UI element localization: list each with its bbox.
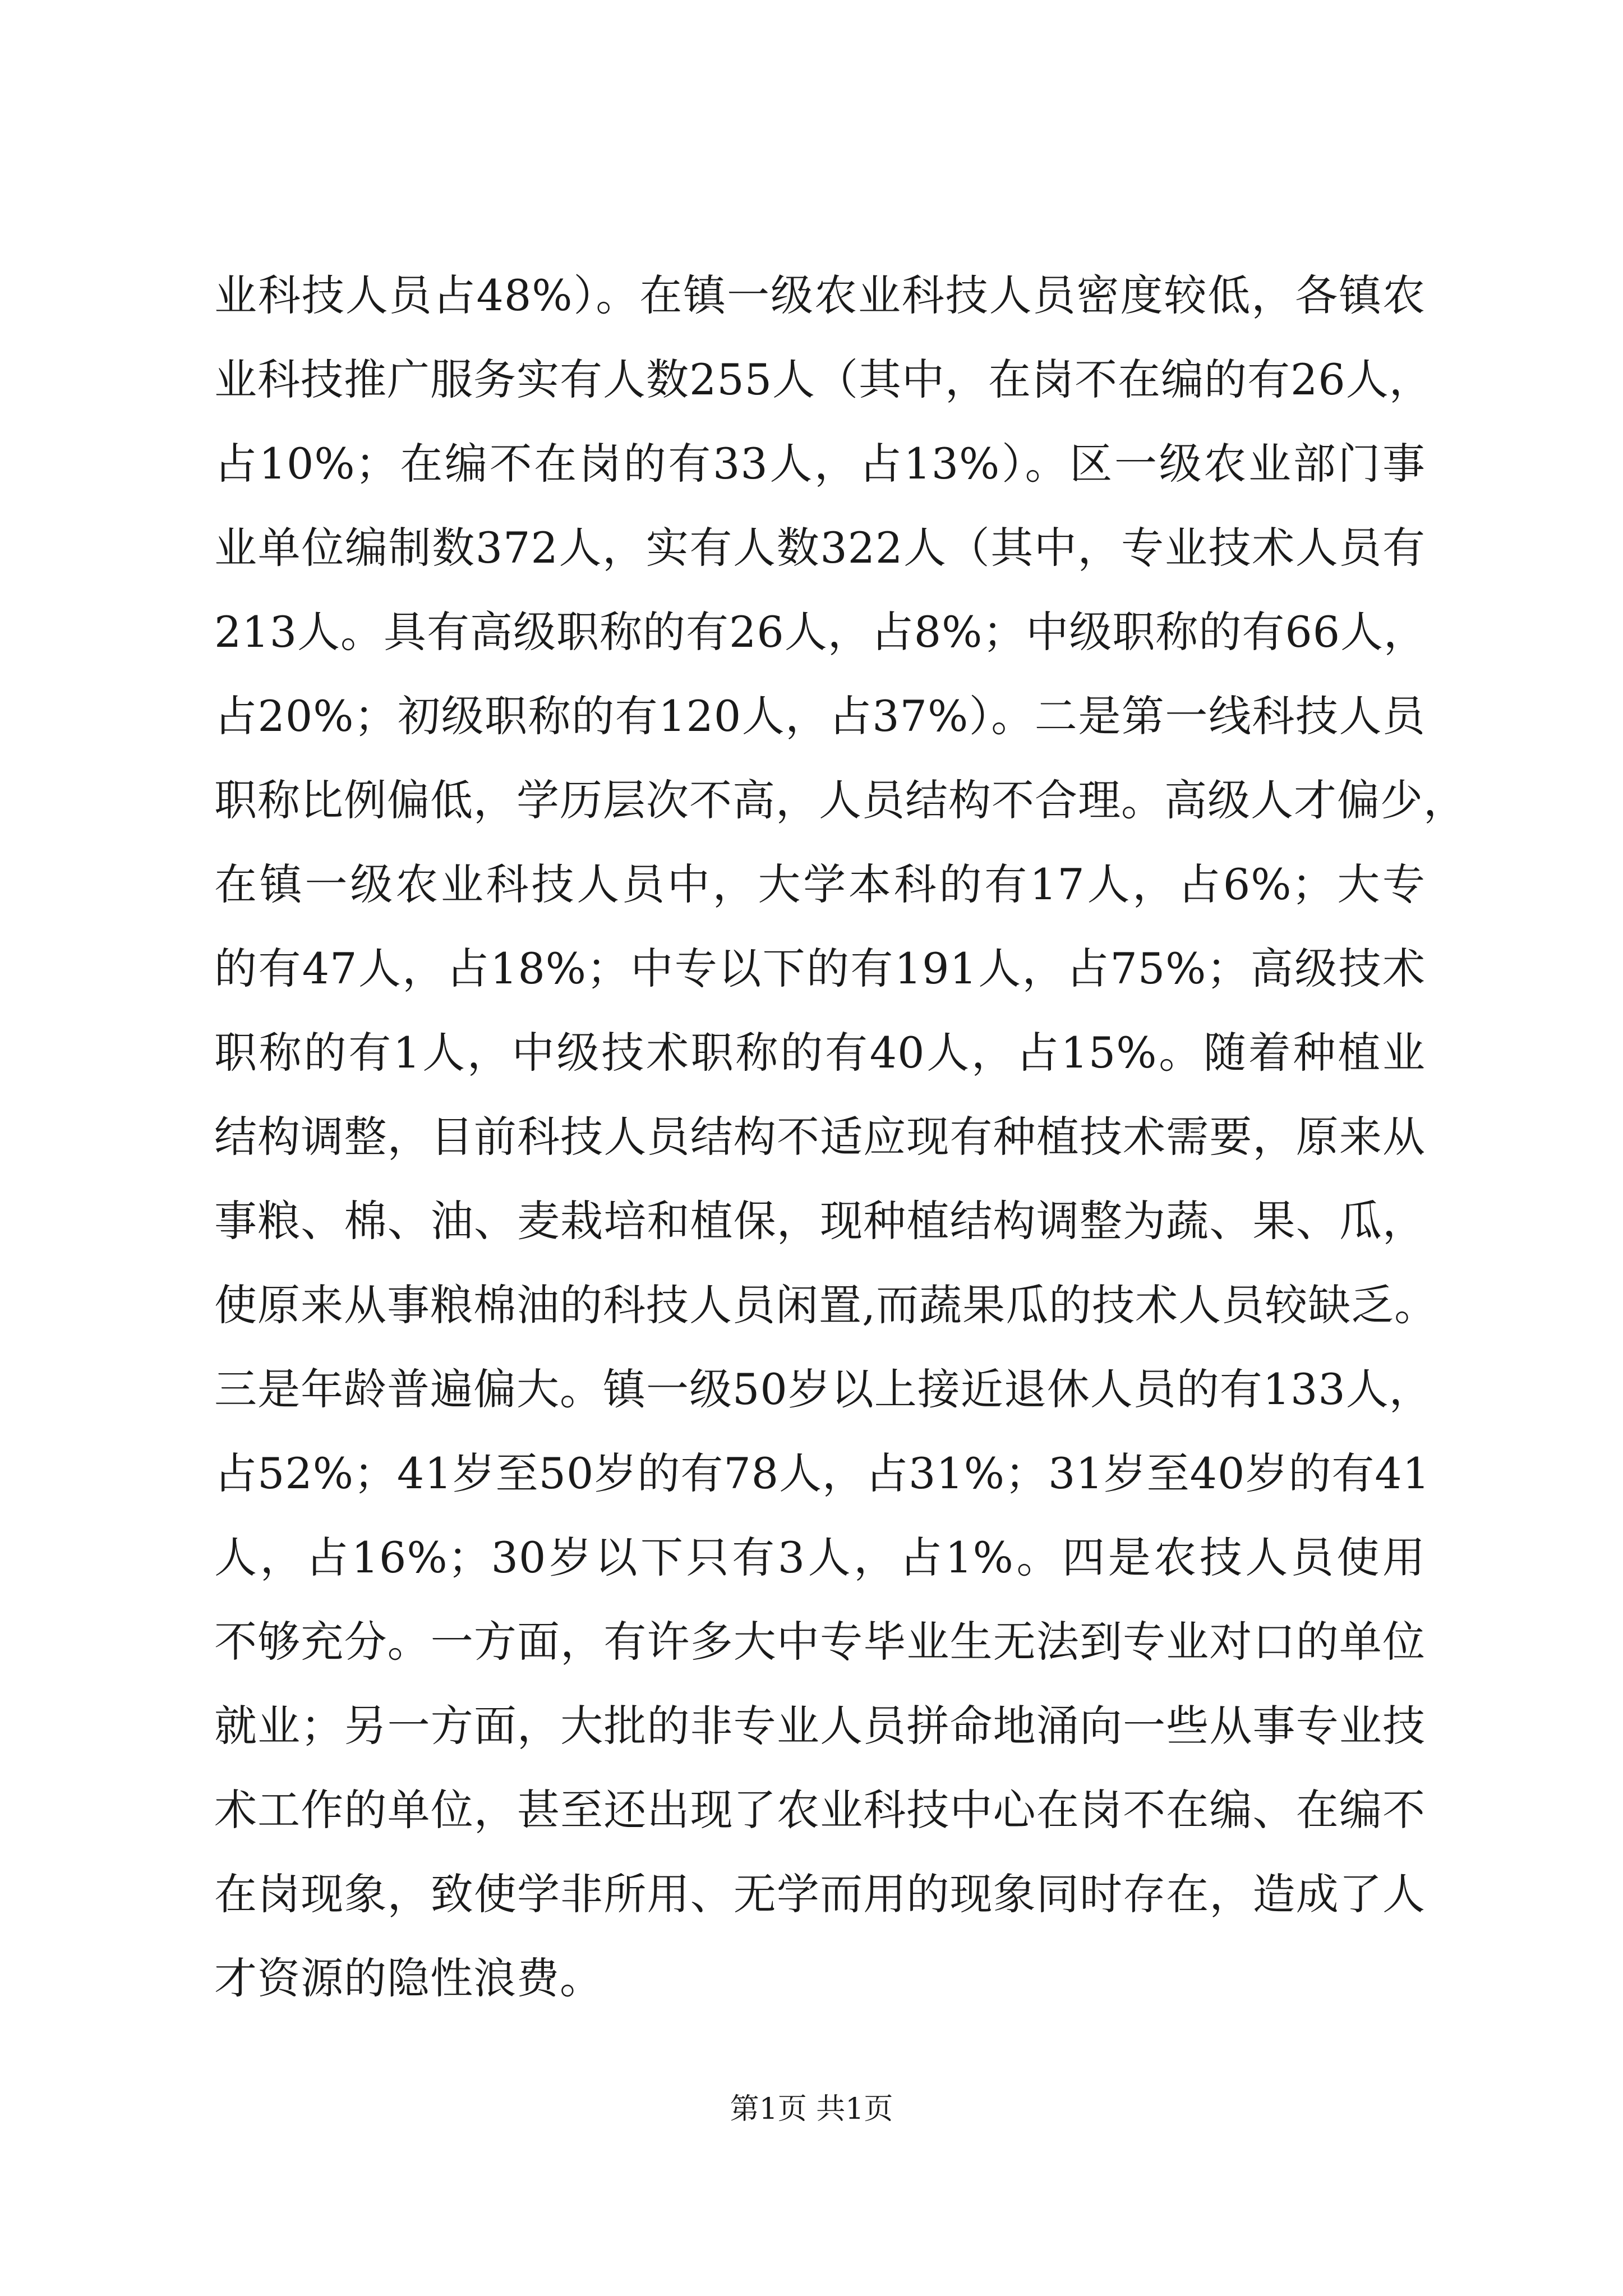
page-footer: 第1页 共1页 xyxy=(730,2092,893,2126)
text-line: 使原来从事粮棉油的科技人员闲置,而蔬果瓜的技术人员较缺乏。 xyxy=(214,1280,1438,1330)
text-line: 不够充分。一方面，有许多大中专毕业生无法到专业对口的单位 xyxy=(214,1617,1426,1667)
text-line: 职称的有1人，中级技术职称的有40人，占15%。随着种植业 xyxy=(214,1028,1426,1078)
text-line: 人，占16%；30岁以下只有3人，占1%。四是农技人员使用 xyxy=(214,1533,1426,1582)
text-line: 在岗现象，致使学非所用、无学而用的现象同时存在，造成了人 xyxy=(214,1869,1426,1919)
body-paragraph xyxy=(214,254,1467,2021)
text-line: 结构调整，目前科技人员结构不适应现有种植技术需要，原来从 xyxy=(214,1112,1426,1162)
text-line: 占10%；在编不在岗的有33人，占13%）。区一级农业部门事 xyxy=(214,439,1426,489)
text-line: 三是年龄普遍偏大。镇一级50岁以上接近退休人员的有133人， xyxy=(214,1364,1432,1414)
text-line: 占20%；初级职称的有120人，占37%）。二是第一线科技人员 xyxy=(214,691,1426,741)
text-line: 才资源的隐性浪费。 xyxy=(214,1953,603,2003)
text-line: 事粮、棉、油、麦栽培和植保，现种植结构调整为蔬、果、瓜， xyxy=(214,1196,1426,1246)
text-line: 术工作的单位，甚至还出现了农业科技中心在岗不在编、在编不 xyxy=(214,1785,1426,1835)
text-line: 业科技推广服务实有人数255人（其中，在岗不在编的有26人， xyxy=(214,355,1432,404)
text-line: 的有47人，占18%；中专以下的有191人，占75%；高级技术 xyxy=(214,944,1426,993)
text-line: 占52%；41岁至50岁的有78人，占31%；31岁至40岁的有41 xyxy=(214,1448,1431,1498)
text-line: 业科技人员占48%）。在镇一级农业科技人员密度较低，各镇农 xyxy=(214,270,1426,320)
text-line: 在镇一级农业科技人员中，大学本科的有17人，占6%；大专 xyxy=(214,859,1426,909)
text-line: 职称比例偏低，学历层次不高，人员结构不合理。高级人才偏少， xyxy=(214,775,1467,825)
text-line: 业单位编制数372人，实有人数322人（其中，专业技术人员有 xyxy=(214,523,1426,573)
text-line: 213人。具有高级职称的有26人，占8%；中级职称的有66人， xyxy=(214,607,1427,657)
text-line: 就业；另一方面，大批的非专业人员拼命地涌向一些从事专业技 xyxy=(214,1701,1426,1751)
